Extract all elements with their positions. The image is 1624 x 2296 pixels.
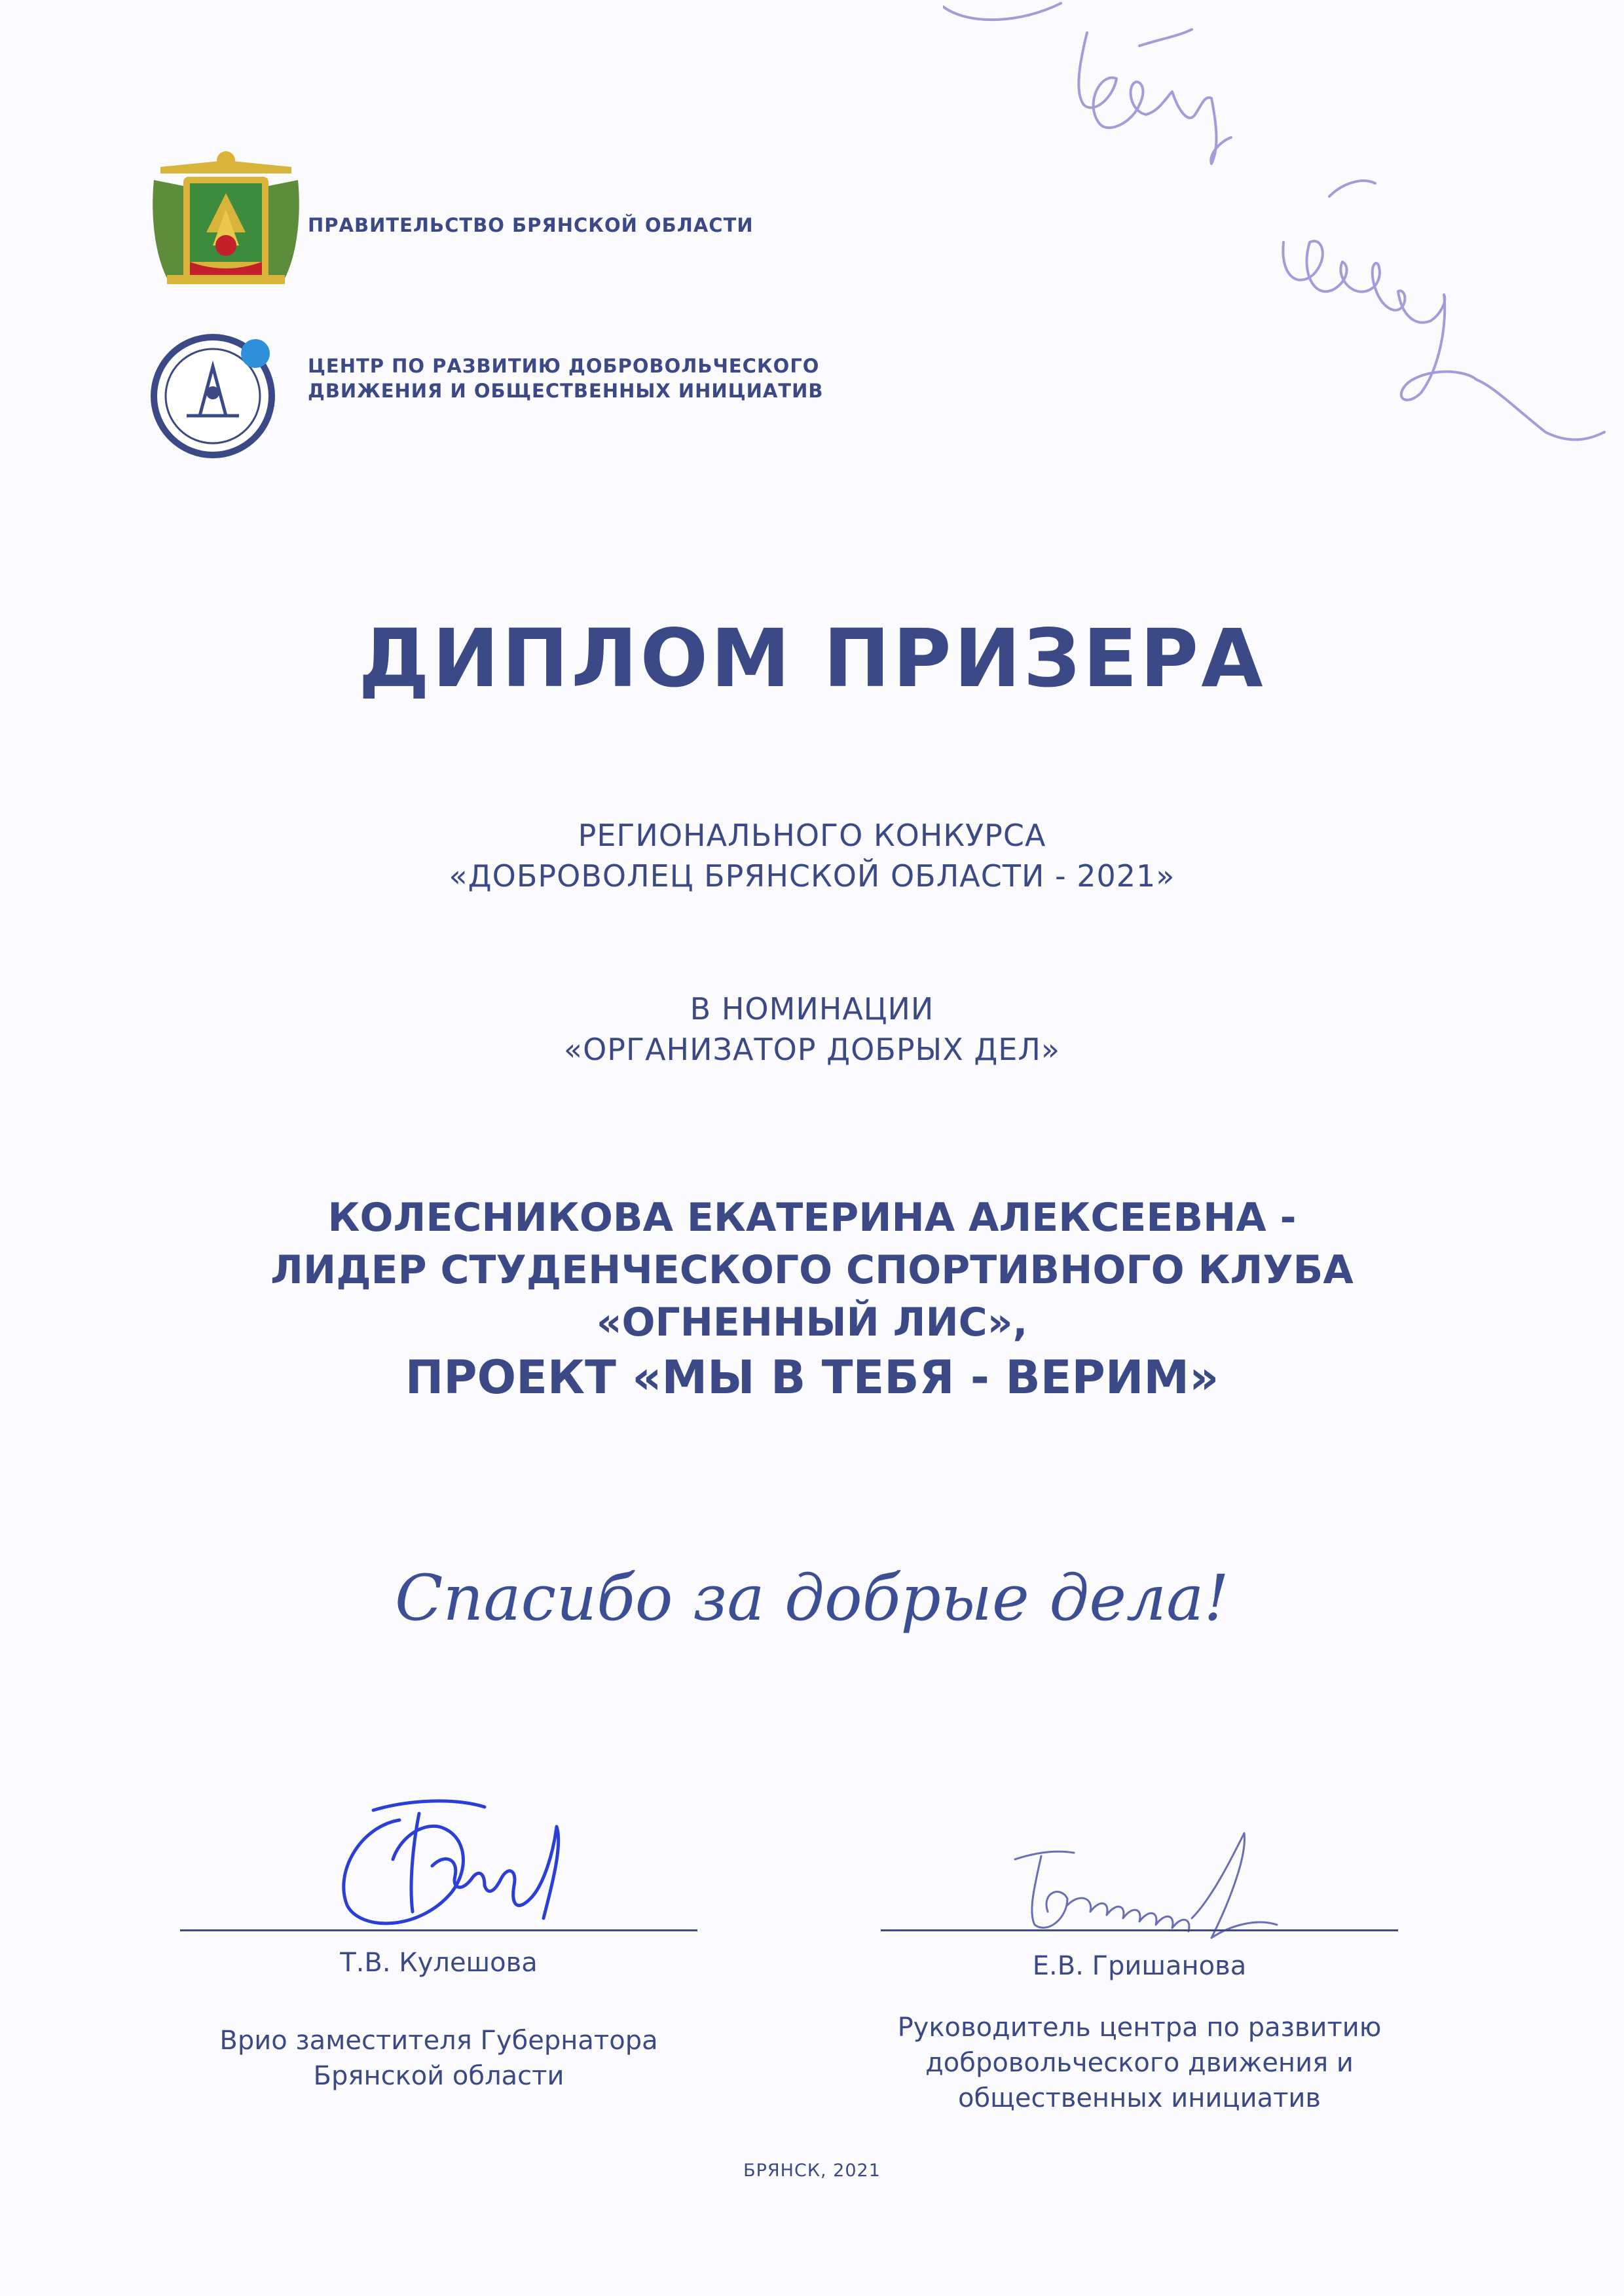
signatory-2-role-line-1: Руководитель центра по развитию xyxy=(897,2013,1382,2043)
signatory-2-role-line-3: общественных инициатив xyxy=(958,2083,1321,2113)
diploma-title: ДИПЛОМ ПРИЗЕРА xyxy=(358,612,1266,705)
signature-kuleshova xyxy=(321,1781,596,1938)
competition-line-2: «ДОБРОВОЛЕЦ БРЯНСКОЙ ОБЛАСТИ - 2021» xyxy=(449,858,1175,894)
signature-line-2 xyxy=(881,1929,1398,1931)
center-name-line-2: ДВИЖЕНИЯ И ОБЩЕСТВЕННЫХ ИНИЦИАТИВ xyxy=(308,380,824,402)
signatory-2-role-line-2: добровольческого движения и xyxy=(925,2048,1354,2078)
volunteer-center-name xyxy=(308,354,823,403)
competition-line-1: РЕГИОНАЛЬНОГО КОНКУРСА xyxy=(578,818,1046,853)
winner-name: КОЛЕСНИКОВА ЕКАТЕРИНА АЛЕКСЕЕВНА - xyxy=(327,1195,1297,1241)
volunteer-center-logo-icon xyxy=(147,331,278,462)
signatory-1-role-line-1: Врио заместителя Губернатора xyxy=(219,2026,658,2056)
winner-block xyxy=(0,1192,1624,1406)
bryansk-emblem-icon xyxy=(147,147,304,288)
winner-club: «ОГНЕННЫЙ ЛИС», xyxy=(596,1300,1028,1345)
signature-line-1 xyxy=(180,1929,697,1931)
nomination-text xyxy=(0,989,1624,1070)
center-name-line-1: ЦЕНТР ПО РАЗВИТИЮ ДОБРОВОЛЬЧЕСКОГО xyxy=(308,355,820,377)
signatory-2-name: Е.В. Гришанова xyxy=(1032,1951,1247,1981)
signatory-2-role xyxy=(815,2010,1464,2116)
handwritten-note xyxy=(943,0,1624,471)
signatory-1-role xyxy=(115,2023,763,2094)
competition-text xyxy=(0,815,1624,896)
signatory-1-name: Т.В. Кулешова xyxy=(340,1948,538,1978)
winner-project: ПРОЕКТ «МЫ В ТЕБЯ - ВЕРИМ» xyxy=(405,1351,1219,1404)
winner-role: ЛИДЕР СТУДЕНЧЕСКОГО СПОРТИВНОГО КЛУБА xyxy=(270,1247,1354,1293)
nomination-line-1: В НОМИНАЦИИ xyxy=(690,991,934,1027)
signature-grishanova xyxy=(995,1820,1310,1951)
thanks-text: Спасибо за добрые дела! xyxy=(395,1561,1229,1635)
nomination-line-2: «ОРГАНИЗАТОР ДОБРЫХ ДЕЛ» xyxy=(563,1032,1061,1067)
footer-place-year: БРЯНСК, 2021 xyxy=(743,2160,881,2181)
government-name: ПРАВИТЕЛЬСТВО БРЯНСКОЙ ОБЛАСТИ xyxy=(308,214,754,236)
signatory-1-role-line-2: Брянской области xyxy=(313,2061,564,2091)
